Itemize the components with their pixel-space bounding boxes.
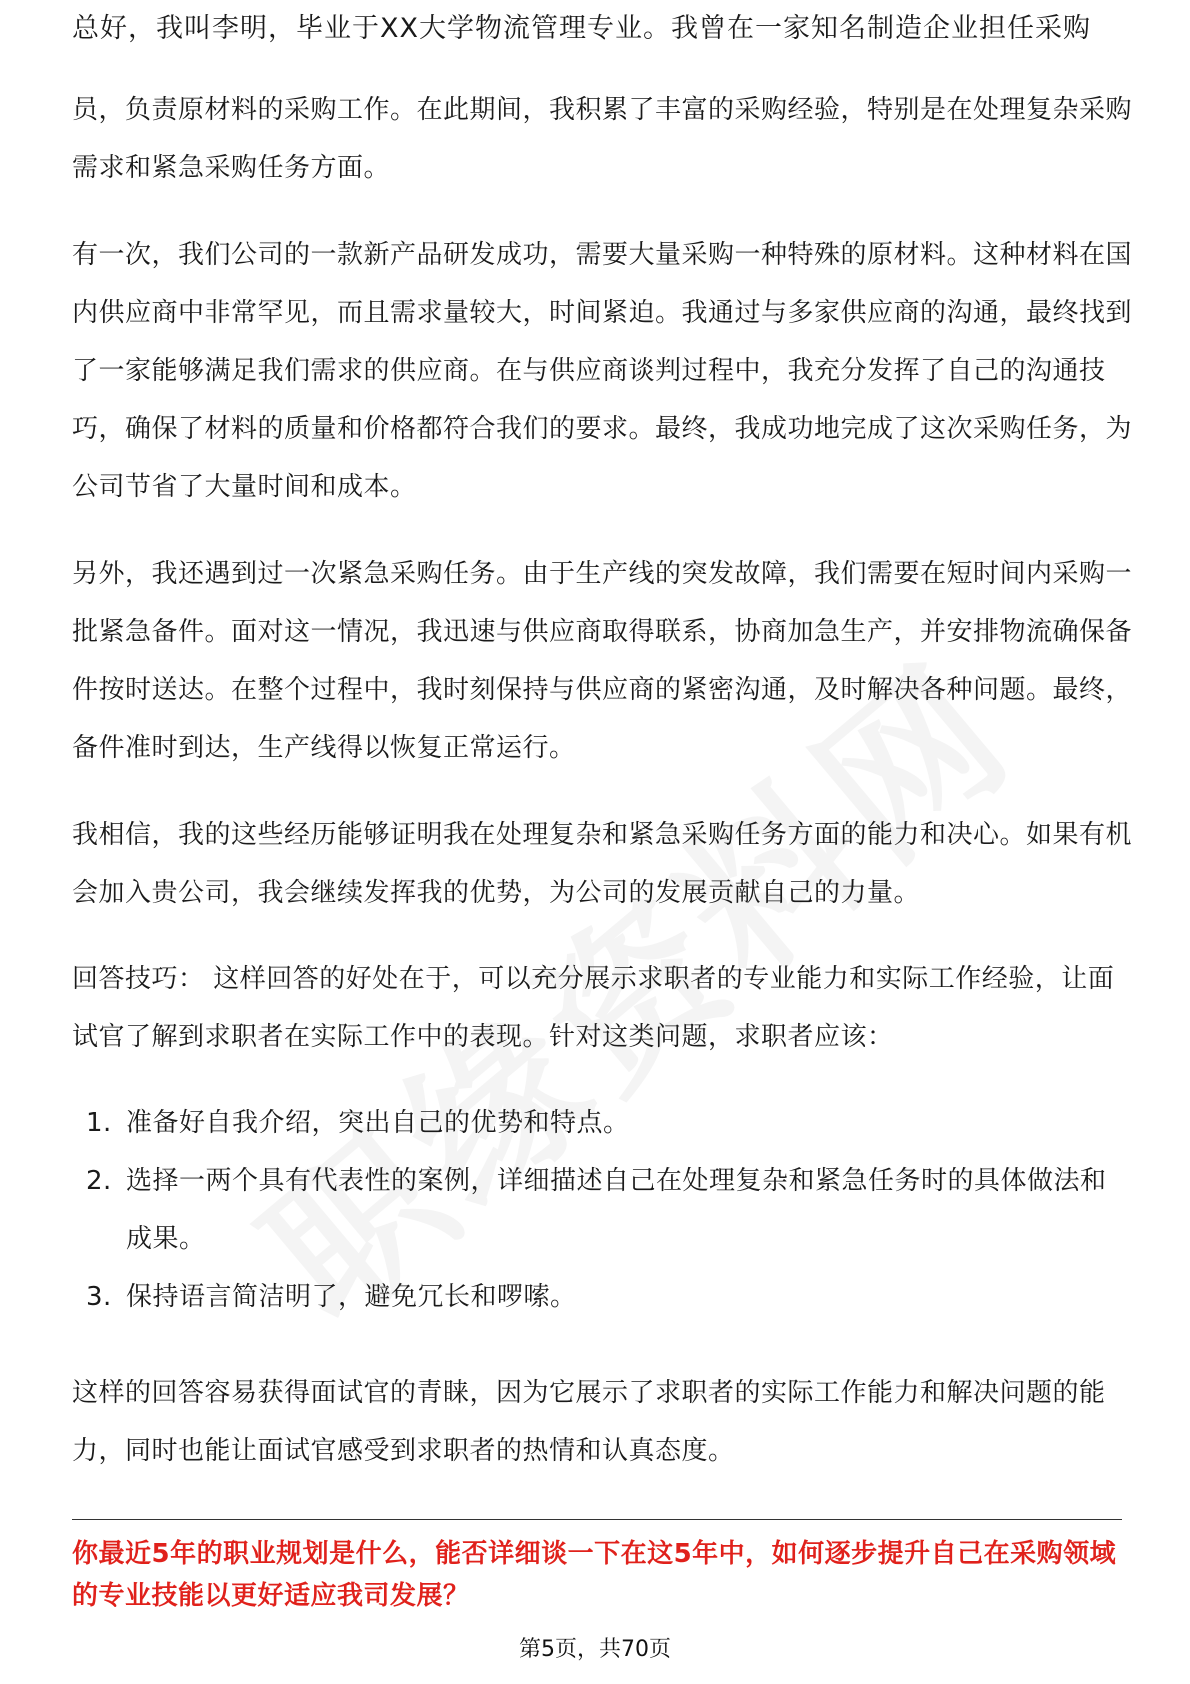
cut-off-top-line <box>72 13 1122 58</box>
paragraph-summary: 这样的回答容易获得面试官的青睐，因为它展示了求职者的实际工作能力和解决问题的能力，同时也能让面试官感受到求职者的热情和认真态度。 <box>72 1378 1106 1466</box>
list-text: 准备好自我介绍，突出自己的优势和特点。 <box>126 1108 630 1138</box>
list-number: 1. <box>86 1108 112 1138</box>
cut-off-text: 总好，我叫李明，毕业于XX大学物流管理专业。我曾在一家知名制造企业担任采购 <box>72 13 1091 44</box>
paragraph-answer-tips: 回答技巧： 这样回答的好处在于，可以充分展示求职者的专业能力和实际工作经验，让面试官了解到求职者在实际工作中的表现。针对这类问题，求职者应该： <box>72 964 1115 1052</box>
list-text: 保持语言简洁明了，避免冗长和啰嗦。 <box>126 1282 577 1312</box>
paragraph-new-material-case: 有一次，我们公司的一款新产品研发成功，需要大量采购一种特殊的原材料。这种材料在国内供应商中非常罕见，而且需求量较大，时间紧迫。我通过与多家供应商的沟通，最终找到了一家能够满足我们需求的供应商。在与供应商谈判过程中，我充分发挥了自己的沟通技巧，确保了材料的质量和价格都符合我们的要求。最终，我成功地完成了这次采购任务，为公司节省了大量时间和成本。 <box>72 240 1133 502</box>
list-number: 3. <box>86 1282 112 1312</box>
section-divider <box>72 1519 1122 1520</box>
list-item <box>72 1268 1132 1326</box>
list-text: 选择一两个具有代表性的案例，详细描述自己在处理复杂和紧急任务时的具体做法和成果。 <box>126 1166 1107 1254</box>
list-item <box>72 1094 1132 1152</box>
paragraph-experience-intro: 员，负责原材料的采购工作。在此期间，我积累了丰富的采购经验，特别是在处理复杂采购需求和紧急采购任务方面。 <box>72 95 1133 183</box>
paragraph-urgent-case: 另外，我还遇到过一次紧急采购任务。由于生产线的突发故障，我们需要在短时间内采购一批紧急备件。面对这一情况，我迅速与供应商取得联系，协商加急生产，并安排物流确保备件按时送达。在整个过程中，我时刻保持与供应商的紧密沟通，及时解决各种问题。最终，备件准时到达，生产线得以恢复正常运行。 <box>72 559 1133 763</box>
paragraph-conclusion: 我相信，我的这些经历能够证明我在处理复杂和紧急采购任务方面的能力和决心。如果有机会加入贵公司，我会继续发挥我的优势，为公司的发展贡献自己的力量。 <box>72 820 1133 908</box>
list-number: 2. <box>86 1166 112 1196</box>
next-question-heading: 你最近5年的职业规划是什么，能否详细谈一下在这5年中，如何逐步提升自己在采购领域的专业技能以更好适应我司发展？ <box>72 1539 1117 1611</box>
page-number-footer: 第5页，共70页 <box>519 1637 671 1662</box>
list-item <box>72 1152 1132 1268</box>
tips-list <box>72 1094 1132 1326</box>
